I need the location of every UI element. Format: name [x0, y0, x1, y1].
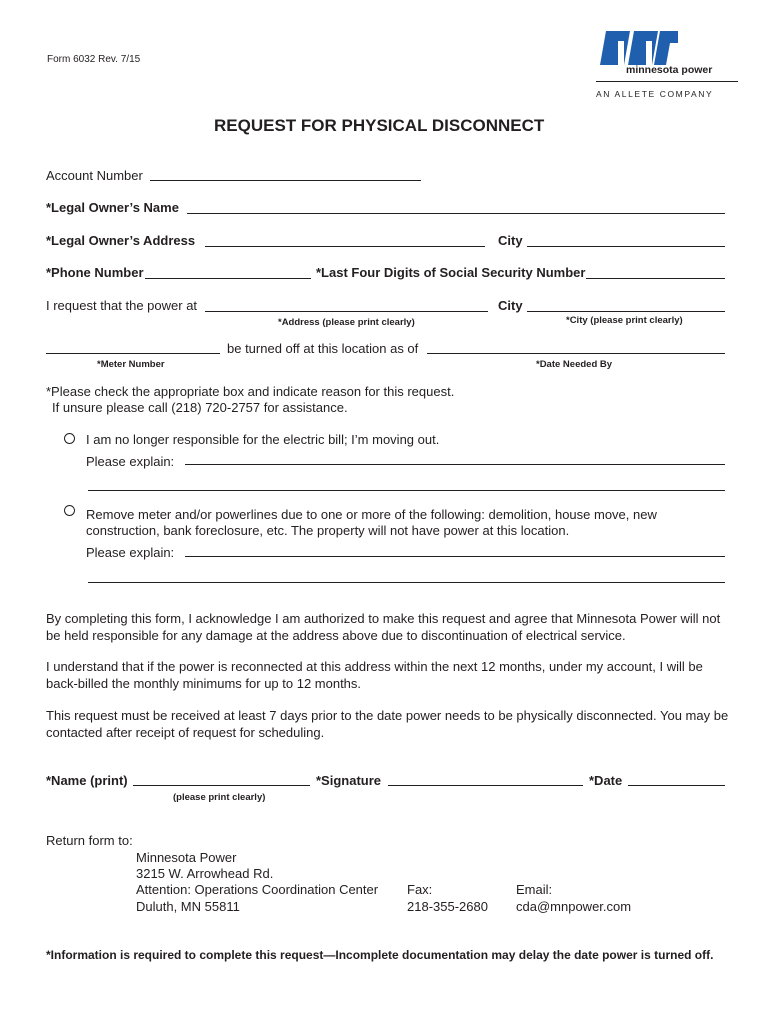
return-address-line-2: 3215 W. Arrowhead Rd. [136, 866, 274, 881]
signature-field[interactable] [388, 785, 583, 786]
return-label: Return form to: [46, 833, 133, 848]
city-hint: *City (please print clearly) [566, 315, 683, 326]
timing-paragraph: This request must be received at least 7 days prior to the date power needs to be physically disconnected. You may be contacted after receipt of request for scheduling. [46, 708, 729, 740]
date-needed-field[interactable] [427, 353, 725, 354]
return-address-line-4: Duluth, MN 55811 [136, 899, 240, 914]
email-label: Email: [516, 882, 553, 897]
meter-number-hint: *Meter Number [97, 359, 165, 370]
phone-number-label: *Phone Number [46, 265, 144, 280]
option-1-explain-label: Please explain: [86, 454, 175, 469]
company-tagline: AN ALLETE COMPANY [596, 89, 714, 99]
phone-number-field[interactable] [145, 278, 311, 279]
instructions-line-1: *Please check the appropriate box and indicate reason for this request. [46, 384, 455, 399]
option-2-text-line-2: construction, bank foreclosure, etc. The property will not have power at this location. [86, 523, 570, 538]
option-1-text: I am no longer responsible for the electric bill; I’m moving out. [86, 432, 440, 447]
remove-meter-radio[interactable] [64, 505, 75, 516]
name-print-label: *Name (print) [46, 773, 128, 788]
turned-off-label: be turned off at this location as of [227, 341, 419, 356]
option-2-explain-field[interactable] [185, 556, 725, 557]
name-print-field[interactable] [133, 785, 310, 786]
moving-out-radio[interactable] [64, 433, 75, 444]
option-1-explain-field[interactable] [185, 464, 725, 465]
footer-note: *Information is required to complete this request—Incomplete documentation may delay the date power is turned off. [46, 948, 714, 962]
logo-text: minnesota power [626, 64, 713, 76]
return-address-line-3: Attention: Operations Coordination Center [136, 882, 379, 897]
acknowledgement-paragraph: By completing this form, I acknowledge I am authorized to make this request and agree that Minnesota Power will not be held responsible for any damage at the address above due to discontinuation of electrical service. [46, 611, 721, 643]
option-2-text-line-1: Remove meter and/or powerlines due to one or more of the following: demolition, house move, new [86, 507, 657, 522]
owner-city-field[interactable] [527, 246, 725, 247]
owner-city-label: City [498, 233, 523, 248]
legal-owner-address-label: *Legal Owner’s Address [46, 233, 196, 248]
address-hint: *Address (please print clearly) [278, 317, 415, 328]
ssn-field[interactable] [586, 278, 725, 279]
option-2-explain-field-2[interactable] [88, 582, 725, 583]
return-address-line-1: Minnesota Power [136, 850, 237, 865]
fax-label: Fax: [407, 882, 433, 897]
name-print-hint: (please print clearly) [173, 792, 266, 803]
legal-owner-name-field[interactable] [187, 213, 725, 214]
date-needed-hint: *Date Needed By [536, 359, 613, 370]
logo-divider [596, 81, 738, 82]
option-2-explain-label: Please explain: [86, 545, 175, 560]
power-at-label: I request that the power at [46, 298, 198, 313]
option-1-explain-field-2[interactable] [88, 490, 725, 491]
reconnection-paragraph: I understand that if the power is reconnected at this address within the next 12 months, under my account, I will be back-billed the monthly minimums for up to 12 months. [46, 659, 703, 691]
service-address-field[interactable] [205, 311, 488, 312]
account-number-label: Account Number [46, 168, 143, 183]
account-number-field[interactable] [150, 180, 421, 181]
meter-number-field[interactable] [46, 353, 220, 354]
email-value[interactable]: cda@mnpower.com [516, 899, 632, 914]
signature-label: *Signature [316, 773, 382, 788]
service-city-label: City [498, 298, 523, 313]
page-title: REQUEST FOR PHYSICAL DISCONNECT [214, 116, 545, 135]
service-city-field[interactable] [527, 311, 725, 312]
form-number: Form 6032 Rev. 7/15 [47, 54, 141, 65]
fax-value: 218-355-2680 [407, 899, 488, 914]
legal-owner-name-label: *Legal Owner’s Name [46, 200, 179, 215]
date-label: *Date [589, 773, 623, 788]
ssn-label: *Last Four Digits of Social Security Number [316, 265, 586, 280]
date-field[interactable] [628, 785, 725, 786]
company-logo [596, 31, 738, 101]
instructions-line-2: If unsure please call (218) 720-2757 for assistance. [52, 400, 348, 415]
legal-owner-address-field[interactable] [205, 246, 485, 247]
